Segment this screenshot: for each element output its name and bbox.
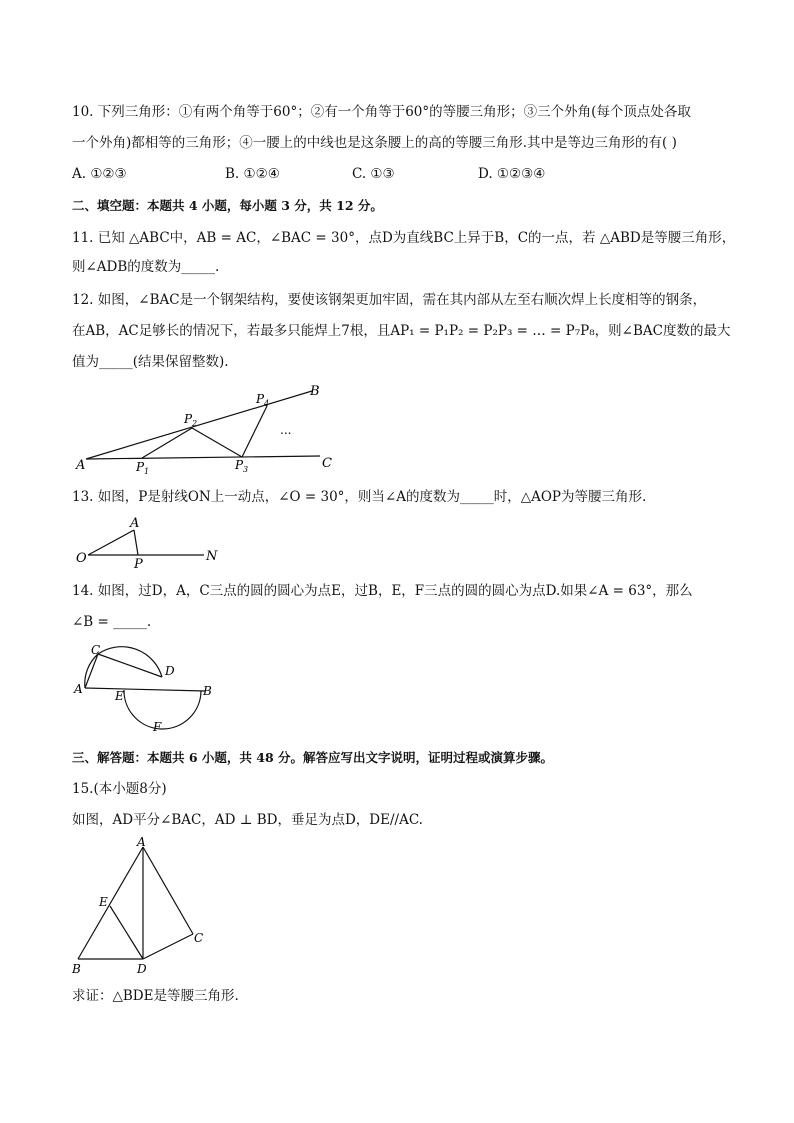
label-c: C [194,931,204,945]
q12-line2: 在AB，AC足够长的情况下，若最多只能焊上7根，且AP₁ = P₁P₂ = P₂P₃ = … = P₇P₈，则∠BAC度数的最大 [72,323,731,339]
label-c: C [91,643,101,657]
section2-heading: 二、填空题：本题共 4 小题，每小题 3 分，共 12 分。 [72,198,383,213]
section3-heading: 三、解答题：本题共 6 小题，共 48 分。解答应写出文字说明，证明过程或演算步骤。 [72,750,554,765]
label-p1: P [136,460,145,474]
q15-head: 15.(本小题8分) [72,781,167,797]
label-p4-sub: 4 [264,399,270,408]
label-b: B [72,962,81,976]
label-o: O [76,551,87,566]
segment-cd [98,654,162,677]
segment-oa [88,530,134,555]
q10-line2: 一个外角)都相等的三角形；④一腰上的中线也是这条腰上的高的等腰三角形.其中是等边三角形的有( ) [72,135,677,151]
label-d: D [137,962,147,976]
segment-ab [85,688,205,691]
q12-steel-frame-figure [72,380,342,475]
q12-line3: 值为_____(结果保留整数). [72,354,229,370]
label-f: F [153,720,162,734]
label-e: E [115,689,124,703]
q10-option-d: D. ①②③④ [478,166,546,182]
label-a: A [74,682,83,696]
q15-proof: 求证：△BDE是等腰三角形. [72,988,239,1004]
label-n: N [206,549,218,564]
label-e: E [99,895,108,909]
label-p1-sub: 1 [144,467,150,475]
bar-p2p3 [192,428,242,457]
q13-line1: 13. 如图，P是射线ON上一动点，∠O = 30°，则当∠A的度数为_____时，△AOP为等腰三角形. [72,489,647,505]
label-p4: P [256,392,265,406]
label-d: D [165,664,175,678]
q12-line1: 12. 如图，∠BAC是一个钢架结构，要使该钢架更加牢固，需在其内部从左至右顺次焊上长度相等的钢条， [72,292,707,308]
label-a: A [137,835,146,849]
segment-ed [110,906,143,959]
q15-line1: 如图，AD平分∠BAC，AD ⊥ BD，垂足为点D，DE//AC. [72,812,423,828]
label-ellipsis: ... [280,423,292,437]
q10-option-c: C. ①③ [352,166,395,182]
ray-ac [86,456,320,459]
arc-bef [124,690,201,729]
segment-ap [134,530,138,555]
label-c: C [322,456,332,471]
q14-line1: 14. 如图，过D，A，C三点的圆的圆心为点E，过B，E，F三点的圆的圆心为点D.如果∠A = 63°，那么 [72,583,693,599]
q14-circles-figure [72,640,222,735]
bar-p1p2 [142,428,192,458]
q13-figure [72,512,222,570]
label-p3-sub: 3 [243,465,249,474]
q10-line1: 10. 下列三角形：①有两个角等于60°；②有一个角等于60°的等腰三角形；③三个外角(每个顶点处各取 [72,104,691,120]
ray-ab [86,391,312,459]
label-b: B [203,684,212,698]
label-p3: P [235,458,244,472]
label-a: A [130,516,140,531]
q14-line2: ∠B = _____. [72,614,152,630]
label-p2: P [184,412,193,426]
segment-ac [143,847,193,934]
label-p2-sub: 2 [192,419,198,428]
label-p: P [134,557,143,570]
q15-triangle-figure [64,834,214,979]
segment-ab [78,847,143,959]
label-a: A [76,458,86,473]
q10-option-b: B. ①②④ [225,166,280,182]
bar-p3p4 [242,406,267,457]
segment-dc [143,934,193,959]
q11-line1: 11. 已知 △ABC中，AB = AC，∠BAC = 30°，点D为直线BC上异于B，C的一点，若 △ABD是等腰三角形， [72,230,736,246]
q10-option-a: A. ①②③ [72,166,127,182]
label-b: B [310,384,320,399]
q11-line2: 则∠ADB的度数为_____. [72,259,220,275]
